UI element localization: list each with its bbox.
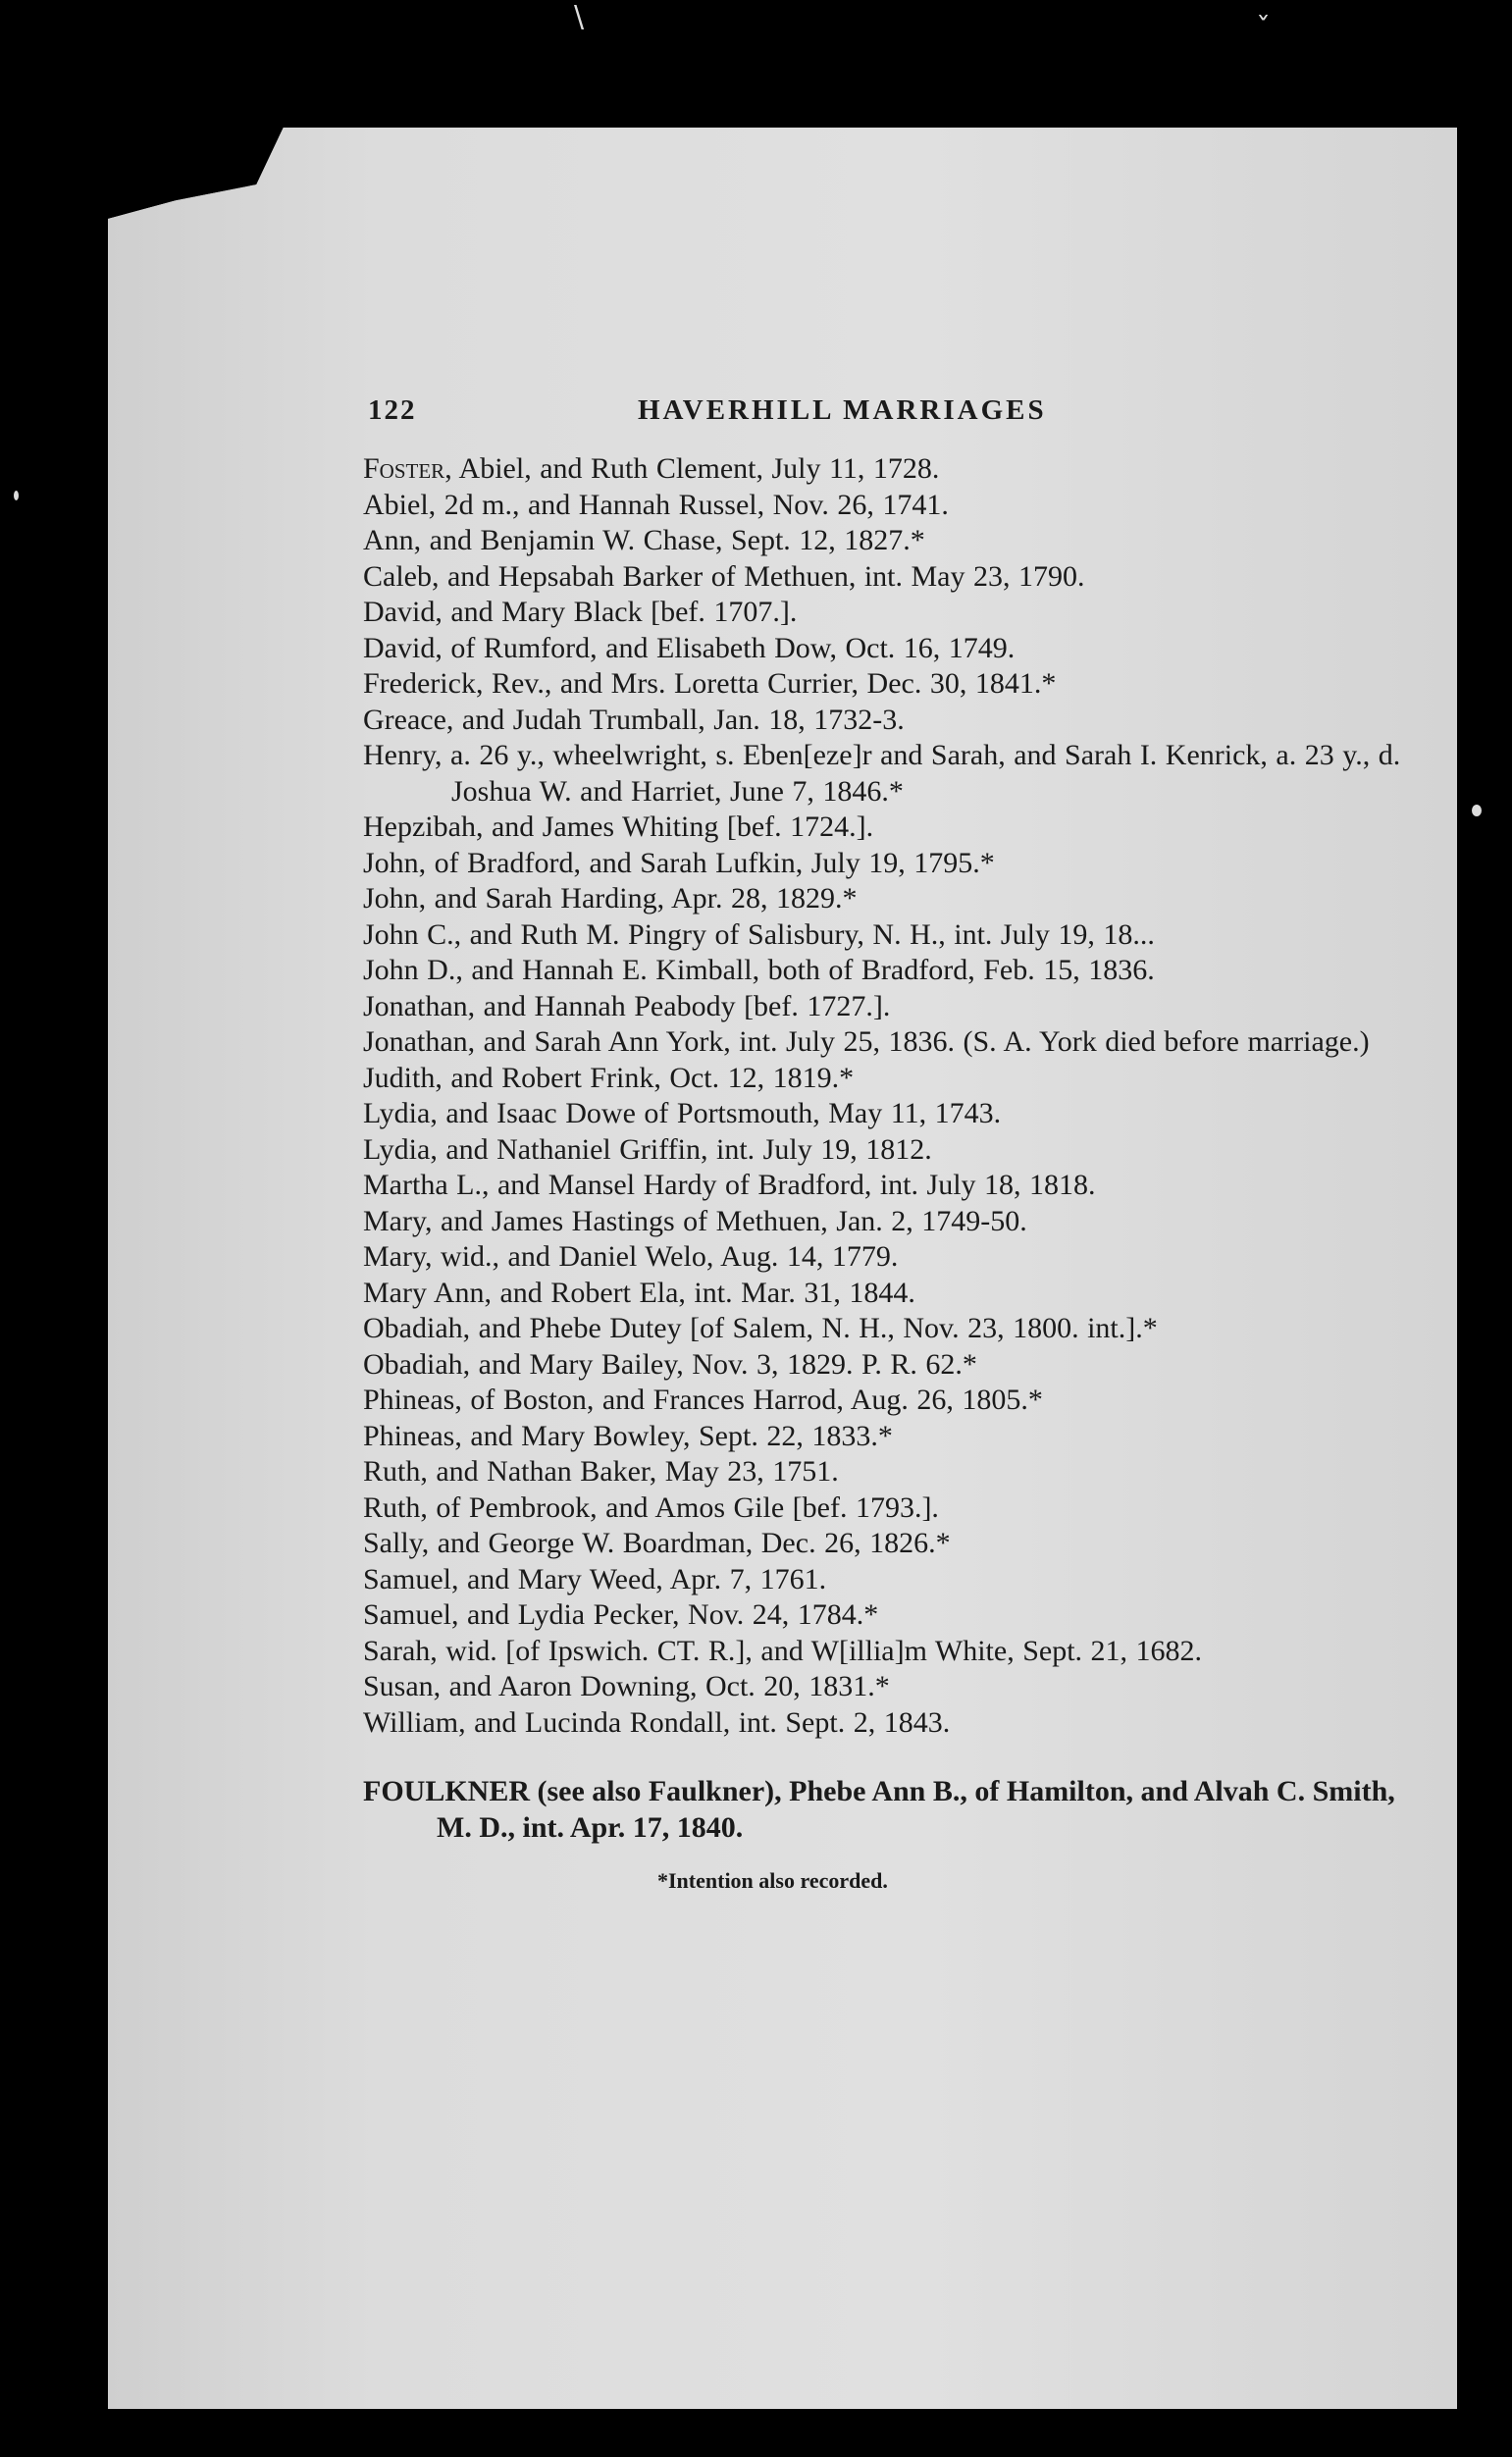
entry-text: Jonathan, and Hannah Peabody [bef. 1727.]. xyxy=(363,989,891,1022)
scan-artifact: \ xyxy=(574,0,585,34)
marriage-entry xyxy=(363,1204,1403,1240)
entry-text: David, of Rumford, and Elisabeth Dow, Oct. 16, 1749. xyxy=(363,631,1016,664)
entry-text: Mary, and James Hastings of Methuen, Jan. 2, 1749-50. xyxy=(363,1204,1027,1237)
entry-surname: FOULKNER xyxy=(363,1775,531,1807)
marriage-entry xyxy=(363,1311,1403,1347)
entry-text: (see also Faulkner), Phebe Ann B., of Hamilton, and Alvah C. Smith, M. D., int. Apr. 17, 1840. xyxy=(437,1775,1395,1844)
entry-text: Samuel, and Mary Weed, Apr. 7, 1761. xyxy=(363,1562,827,1595)
scan-artifact xyxy=(14,491,19,500)
entry-text: , Abiel, and Ruth Clement, July 11, 1728. xyxy=(444,452,940,485)
entry-foulkner xyxy=(363,1774,1403,1846)
marriage-entry xyxy=(363,1024,1403,1061)
entry-text: David, and Mary Black [bef. 1707.]. xyxy=(363,596,798,628)
entry-text: Mary Ann, and Robert Ela, int. Mar. 31, 1844. xyxy=(363,1276,915,1309)
marriage-entry xyxy=(363,666,1403,703)
marriage-entry xyxy=(363,989,1403,1025)
entry-text: Jonathan, and Sarah Ann York, int. July 25, 1836. (S. A. York died before marriage.) xyxy=(363,1025,1370,1058)
entry-text: Ruth, and Nathan Baker, May 23, 1751. xyxy=(363,1455,839,1488)
entry-text: John, of Bradford, and Sarah Lufkin, July 19, 1795.* xyxy=(363,846,995,879)
marriage-entry xyxy=(363,1061,1403,1097)
marriage-entry xyxy=(363,1168,1403,1204)
entry-text: Caleb, and Hepsabah Barker of Methuen, int. May 23, 1790. xyxy=(363,559,1085,593)
marriage-entry xyxy=(363,1239,1403,1276)
entry-text: Greace, and Judah Trumball, Jan. 18, 1732-3. xyxy=(363,703,905,736)
marriage-entries xyxy=(255,451,1401,1741)
page-title: HAVERHILL MARRIAGES xyxy=(638,394,1047,426)
marriage-entry xyxy=(363,451,1403,488)
marriage-entry xyxy=(363,1132,1403,1169)
scan-artifact: ˇ xyxy=(1256,12,1271,46)
page-content xyxy=(255,392,1401,1900)
entry-text: Hepzibah, and James Whiting [bef. 1724.]. xyxy=(363,810,874,843)
entry-text: Susan, and Aaron Downing, Oct. 20, 1831.* xyxy=(363,1670,890,1702)
marriage-entry xyxy=(363,1096,1403,1132)
entry-text: Ann, and Benjamin W. Chase, Sept. 12, 1827.* xyxy=(363,524,925,556)
scan-artifact xyxy=(1472,805,1482,816)
page-number: 122 xyxy=(368,394,417,426)
entry-text: William, and Lucinda Rondall, int. Sept. 2, 1843. xyxy=(363,1705,951,1739)
entry-text: Abiel, 2d m., and Hannah Russel, Nov. 26, 1741. xyxy=(363,488,949,521)
entry-text: John D., and Hannah E. Kimball, both of Bradford, Feb. 15, 1836. xyxy=(363,954,1155,986)
entry-text: Obadiah, and Phebe Dutey [of Salem, N. H., Nov. 23, 1800. int.].* xyxy=(363,1312,1158,1344)
marriage-entry xyxy=(363,1276,1403,1312)
entry-surname: Foster xyxy=(363,452,445,485)
entry-text: Mary, wid., and Daniel Welo, Aug. 14, 1779. xyxy=(363,1240,899,1273)
marriage-entry xyxy=(363,523,1403,559)
entry-text: Lydia, and Isaac Dowe of Portsmouth, May 11, 1743. xyxy=(363,1097,1002,1129)
marriage-entry xyxy=(363,810,1403,846)
marriage-entry xyxy=(363,1705,1403,1742)
marriage-entry xyxy=(363,1526,1403,1562)
marriage-entry xyxy=(363,1454,1403,1490)
marriage-entry xyxy=(363,1490,1403,1527)
marriage-entry xyxy=(363,1562,1403,1598)
marriage-entry xyxy=(363,953,1403,989)
entry-text: Lydia, and Nathaniel Griffin, int. July 19, 1812. xyxy=(363,1132,932,1166)
entry-text: Sally, and George W. Boardman, Dec. 26, 1826.* xyxy=(363,1527,951,1559)
footnote: *Intention also recorded. xyxy=(657,1868,888,1893)
marriage-entry xyxy=(363,1419,1403,1455)
entry-text: John, and Sarah Harding, Apr. 28, 1829.* xyxy=(363,882,858,915)
entry-text: Phineas, and Mary Bowley, Sept. 22, 1833.* xyxy=(363,1419,893,1452)
marriage-entry xyxy=(363,1669,1403,1705)
marriage-entry xyxy=(363,1383,1403,1419)
marriage-entry xyxy=(363,559,1403,596)
marriage-entry xyxy=(363,1634,1403,1670)
entry-text: Martha L., and Mansel Hardy of Bradford, int. July 18, 1818. xyxy=(363,1169,1096,1201)
marriage-entry xyxy=(363,595,1403,631)
entry-text: Obadiah, and Mary Bailey, Nov. 3, 1829. P. R. 62.* xyxy=(363,1347,977,1381)
entry-text: Samuel, and Lydia Pecker, Nov. 24, 1784.* xyxy=(363,1598,879,1631)
marriage-entry xyxy=(363,703,1403,739)
entry-text: Frederick, Rev., and Mrs. Loretta Currier, Dec. 30, 1841.* xyxy=(363,667,1057,700)
marriage-entry xyxy=(363,1597,1403,1634)
marriage-entry xyxy=(363,631,1403,667)
entry-text: Sarah, wid. [of Ipswich. CT. R.], and W[illia]m White, Sept. 21, 1682. xyxy=(363,1634,1203,1667)
page-header xyxy=(255,392,1315,442)
entry-text: Phineas, of Boston, and Frances Harrod, Aug. 26, 1805.* xyxy=(363,1384,1043,1416)
section-gap xyxy=(255,1741,1315,1774)
marriage-entry xyxy=(363,917,1403,954)
entry-text: Ruth, of Pembrook, and Amos Gile [bef. 1793.]. xyxy=(363,1490,939,1524)
marriage-entry xyxy=(363,846,1403,882)
marriage-entry xyxy=(363,1347,1403,1384)
marriage-entry xyxy=(363,488,1403,524)
marriage-entry xyxy=(363,738,1403,810)
marriage-entry xyxy=(363,881,1403,917)
entry-text: Judith, and Robert Frink, Oct. 12, 1819.* xyxy=(363,1061,855,1094)
entry-text: John C., and Ruth M. Pingry of Salisbury, N. H., int. July 19, 18... xyxy=(363,917,1155,951)
entry-text: Henry, a. 26 y., wheelwright, s. Eben[eze]r and Sarah, and Sarah I. Kenrick, a. 23 y., d. Joshua W. and Harriet, June 7, 1846.* xyxy=(363,739,1401,808)
